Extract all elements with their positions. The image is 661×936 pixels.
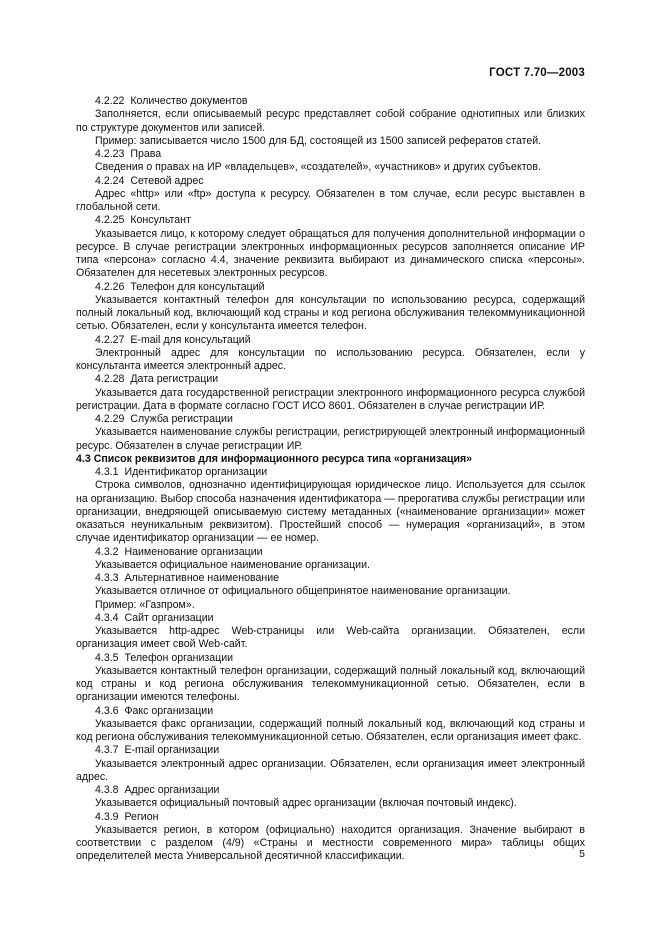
body-paragraph: Электронный адрес для консультации по использованию ресурса. Обязателен, если у консультанта имеется электронный адрес. <box>76 346 585 372</box>
clause-title: Служба регистрации <box>130 413 233 425</box>
clause-title: E-mail для консультаций <box>130 333 251 346</box>
clause-number: 4.2.28 <box>95 373 125 386</box>
clause-number: 4.2.25 <box>95 214 125 227</box>
section-heading <box>76 453 585 466</box>
body-paragraph: Указывается лицо, к которому следует обращаться для получения дополнительной информации о ресурсе. В случае регистрации электронных информационных ресурсов заполняется описание ИР типа «персона» согласно 4.4, значение реквизита выбирают из динамического списка «персоны». Обязателен для несетевых электронных ресурсов. <box>76 227 585 280</box>
clause-number: 4.3.6 <box>95 704 119 717</box>
body-paragraph: Указывается факс организации, содержащий полный локальный код, включающий код страны и код региона обслуживания телекоммуникационной сетью. Обязателен, если организация имеет факс. <box>76 717 585 743</box>
body-paragraph: Указывается официальное наименование организации. <box>95 558 370 571</box>
clause-number: 4.2.29 <box>95 413 125 425</box>
clause-number: 4.3.1 <box>95 466 119 478</box>
body-paragraph: Строка символов, однозначно идентифицирующая юридическое лицо. Используется для ссылок на организацию. Выбор способа назначения идентификатора — прерогатива службы регистрации или организации, внедряющей описываемую систему метаданных («наименование организации» может оказаться неуникальным реквизитом). Простейший способ — нумерация «организаций», в этом случае идентификатор организации — ее номер. <box>76 479 585 545</box>
clause-title: Телефон для консультаций <box>130 280 265 293</box>
body-paragraph: Сведения о правах на ИР «владельцев», «создателей», «участников» и других субъектов. <box>95 161 541 174</box>
clause-title: Количество документов <box>130 95 248 107</box>
clause-number: 4.3 <box>76 452 91 465</box>
body-paragraph: Указывается дата государственной регистрации электронного информационного ресурса службой регистрации. Дата в формате согласно ГОСТ ИСО 8601. Обязателен в случае регистрации ИР. <box>76 386 585 412</box>
clause-number: 4.3.4 <box>95 611 119 624</box>
clause-number: 4.2.24 <box>95 174 125 187</box>
clause-number: 4.2.22 <box>95 95 125 107</box>
body-paragraph: Указывается наименование службы регистрации, регистрирующей электронный информационный ресурс. Обязателен в случае регистрации ИР. <box>76 426 585 452</box>
clause-title: Сетевой адрес <box>130 174 204 187</box>
clause-number: 4.2.26 <box>95 280 125 293</box>
clause-number: 4.3.7 <box>95 744 119 757</box>
example-paragraph: Пример: «Газпром». <box>95 598 195 611</box>
clause-heading <box>76 175 585 188</box>
clause-heading <box>76 95 585 108</box>
body-paragraph: Указывается электронный адрес организации. Обязателен, если организация имеет электронный адрес. <box>76 757 585 783</box>
clause-number: 4.2.23 <box>95 148 125 160</box>
body-paragraph: Указывается http-адрес Web-страницы или Web-сайта организации. Обязателен, если организация имеет свой Web-сайт. <box>76 625 585 651</box>
clause-number: 4.3.5 <box>95 651 119 664</box>
clause-heading <box>76 612 585 625</box>
clause-heading <box>76 572 585 585</box>
example-paragraph: Пример: записывается число 1500 для БД, состоящей из 1500 записей рефератов статей. <box>95 134 542 147</box>
clause-heading <box>76 811 585 824</box>
clause-heading <box>76 652 585 665</box>
body-paragraph: Указывается официальный почтовый адрес организации (включая почтовый индекс). <box>95 797 517 810</box>
clause-number: 4.3.9 <box>95 810 119 823</box>
clause-title: Идентификатор организации <box>124 466 268 478</box>
clause-title: Сайт организации <box>124 611 214 624</box>
clause-number: 4.3.2 <box>95 545 119 558</box>
clause-heading <box>76 784 585 797</box>
page-number: 5 <box>579 848 585 860</box>
clause-heading <box>76 334 585 347</box>
clause-title: Регион <box>124 810 159 823</box>
clause-title: Права <box>130 148 162 160</box>
clause-title: Телефон организации <box>124 651 234 664</box>
body-paragraph: Указывается регион, в котором (официально) находится организация. Значение выбирают в соответствии с разделом (4/9) «Страны и местности современного мира» таблицы общих определителей места Универсальной десятичной классификации. <box>76 823 585 863</box>
document-body <box>76 95 585 864</box>
clause-title: Адрес организации <box>124 784 220 796</box>
body-paragraph: Заполняется, если описываемый ресурс представляет собой собрание однотипных или близких по структуре документов или записей. <box>76 108 585 134</box>
clause-heading <box>76 373 585 386</box>
clause-heading <box>76 705 585 718</box>
clause-title: Наименование организации <box>124 545 263 558</box>
clause-heading <box>76 744 585 757</box>
clause-heading <box>76 413 585 426</box>
clause-heading <box>76 466 585 479</box>
clause-title: Список реквизитов для информационного ресурса типа «организация» <box>93 452 473 465</box>
clause-title: Альтернативное наименование <box>124 572 280 584</box>
clause-heading <box>76 214 585 227</box>
clause-title: E-mail организации <box>124 744 220 757</box>
clause-title: Дата регистрации <box>130 373 219 386</box>
clause-heading <box>76 546 585 559</box>
clause-number: 4.3.3 <box>95 572 119 584</box>
clause-number: 4.3.8 <box>95 784 119 796</box>
clause-title: Факс организации <box>124 704 214 717</box>
clause-heading <box>76 281 585 294</box>
clause-number: 4.2.27 <box>95 333 125 346</box>
body-paragraph: Указывается контактный телефон для консультации по использованию ресурса, содержащий полный локальный код, включающий код страны и код региона обслуживания телекоммуникационной сетью. Обязателен, если у консультанта имеется телефон. <box>76 293 585 333</box>
body-paragraph: Адрес «http» или «ftp» доступа к ресурсу. Обязателен в том случае, если ресурс выставлен в глобальной сети. <box>76 187 585 213</box>
standard-header: ГОСТ 7.70—2003 <box>489 67 585 79</box>
body-paragraph: Указывается отличное от официального общепринятое наименование организации. <box>95 585 511 598</box>
body-paragraph: Указывается контактный телефон организации, содержащий полный локальный код, включающий код страны и код региона обслуживания телекоммуникационной сетью. Обязателен, если в организации имеются телефоны. <box>76 664 585 704</box>
clause-title: Консультант <box>130 214 191 227</box>
clause-heading <box>76 148 585 161</box>
